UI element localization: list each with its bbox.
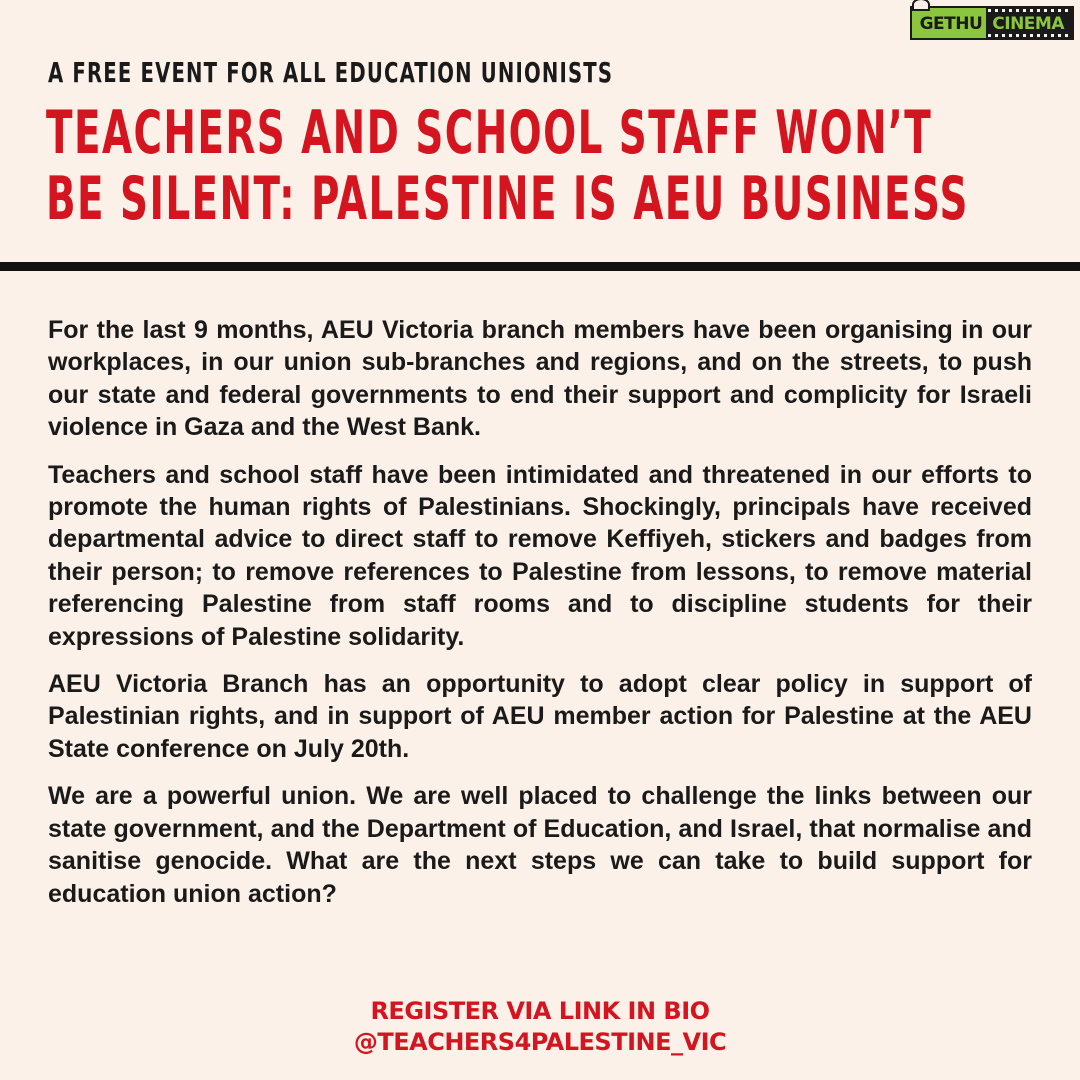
watermark-logo — [910, 6, 1074, 40]
call-to-action — [0, 996, 1080, 1058]
body-text — [48, 314, 1032, 925]
headline — [46, 100, 969, 232]
social-handle: @TEACHERS4PALESTINE_VIC — [353, 1028, 727, 1056]
register-text: REGISTER VIA LINK IN BIO — [370, 997, 710, 1025]
paragraph: We are a powerful union. We are well placed to challenge the links between our state government, and the Department of Education, and Israel, that normalise and sanitise genocide. What are the next steps we can take to build support for education union action? — [48, 782, 1032, 908]
divider-rule — [0, 262, 1080, 271]
paragraph: For the last 9 months, AEU Victoria branch members have been organising in our workplaces, in our union sub-branches and regions, and on the streets, to push our state and federal governments to end their support and complicity for Israeli violence in Gaza and the West Bank. — [48, 316, 1032, 442]
headline-line-2: BE SILENT: PALESTINE IS AEU BUSINESS — [46, 164, 969, 234]
headline-line-1: TEACHERS AND SCHOOL STAFF WON’T — [46, 98, 933, 168]
film-strip-icon — [988, 34, 1072, 37]
paragraph: AEU Victoria Branch has an opportunity to adopt clear policy in support of Palestinian rights, and in support of AEU member action for Palestine at the AEU State conference on July 20th. — [48, 670, 1032, 763]
paragraph: Teachers and school staff have been intimidated and threatened in our efforts to promote the human rights of Palestinians. Shockingly, principals have received departmental advice to direct staff to remove Keffiyeh, stickers and badges from their person; to remove references to Palestine from lessons, to remove material referencing Palestine from staff rooms and to discipline students for their expressions of Palestine solidarity. — [48, 460, 1032, 651]
film-strip-icon — [988, 9, 1072, 12]
camera-icon — [912, 0, 930, 11]
watermark-text-part1: GETHU — [910, 6, 987, 40]
watermark-text-part2: CINEMA — [986, 6, 1074, 40]
event-subtitle: A FREE EVENT FOR ALL EDUCATION UNIONISTS — [48, 56, 614, 89]
